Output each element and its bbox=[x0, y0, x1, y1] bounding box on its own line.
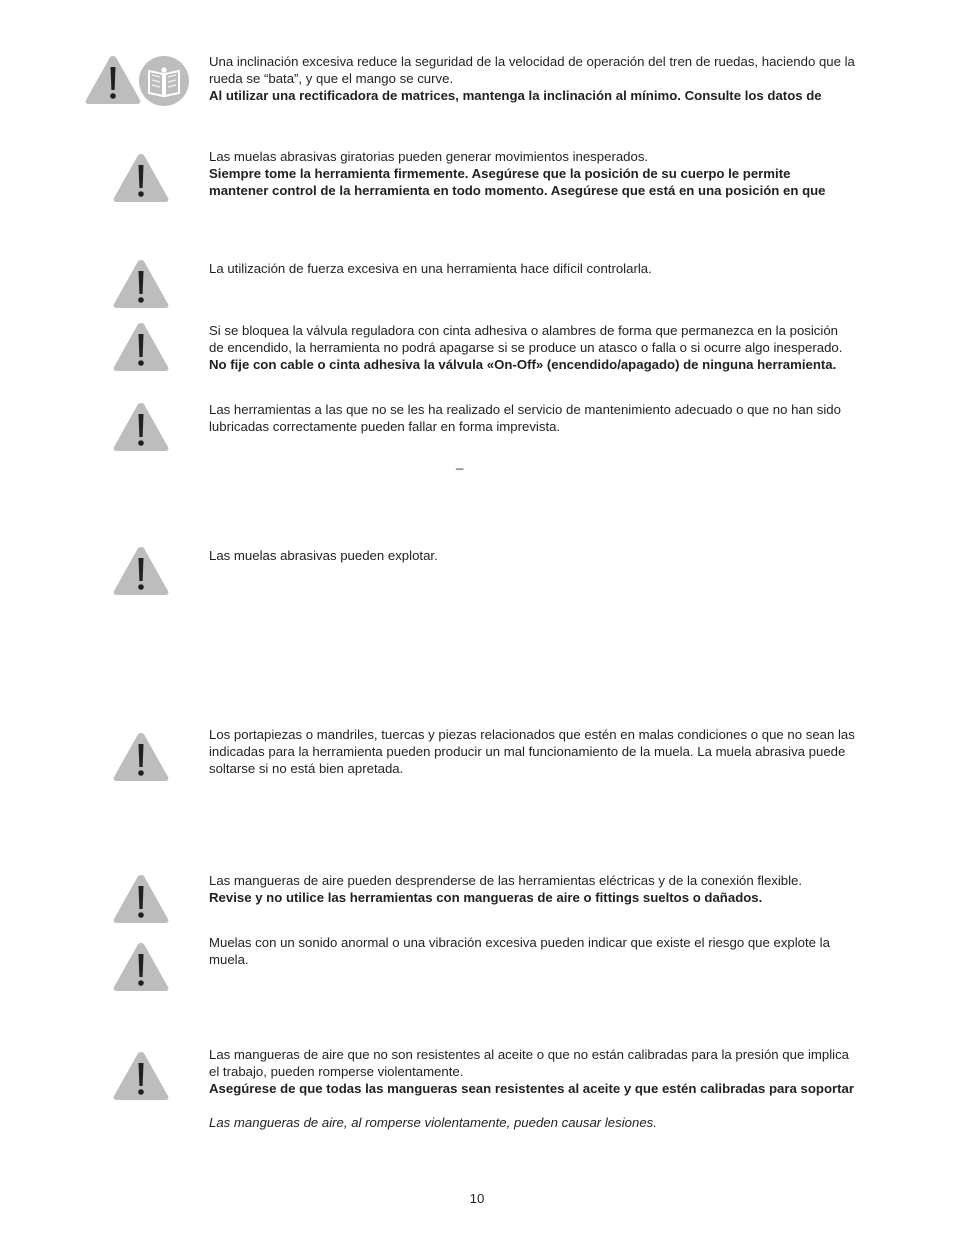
warning-instruction: Siempre tome la herramienta firmemente. Asegúrese que la posición de su cuerpo le permite bbox=[209, 166, 791, 181]
stray-mark: _ bbox=[456, 455, 464, 470]
warning-instruction: Revise y no utilice las herramientas con mangueras de aire o fittings sueltos o dañados. bbox=[209, 890, 763, 905]
warning-line: soltarse si no está bien apretada. bbox=[209, 761, 404, 776]
warning-triangle-icon bbox=[112, 258, 170, 310]
warning-text-6 bbox=[209, 547, 909, 564]
warning-line: Las mangueras de aire que no son resistentes al aceite o que no están calibradas para la presión que implica bbox=[209, 1047, 849, 1062]
warning-triangle-icon bbox=[112, 1050, 170, 1102]
warning-triangle-icon bbox=[112, 321, 170, 373]
warning-triangle-icon bbox=[112, 873, 170, 925]
warning-triangle-icon bbox=[112, 941, 170, 993]
warning-line: La utilización de fuerza excesiva en una herramienta hace difícil controlarla. bbox=[209, 261, 652, 276]
warning-text-7 bbox=[209, 726, 909, 777]
warning-line: Una inclinación excesiva reduce la seguridad de la velocidad de operación del tren de ruedas, haciendo que la bbox=[209, 54, 855, 69]
warning-consequence: Las mangueras de aire, al romperse violentamente, pueden causar lesiones. bbox=[209, 1115, 657, 1130]
warning-text-4 bbox=[209, 322, 909, 373]
warning-line: Las muelas abrasivas giratorias pueden generar movimientos inesperados. bbox=[209, 149, 649, 164]
warning-instruction: mantener control de la herramienta en todo momento. Asegúrese que está en una posición en que bbox=[209, 183, 826, 198]
warning-triangle-icon bbox=[112, 731, 170, 783]
warning-text-1 bbox=[209, 53, 909, 104]
warning-instruction: Asegúrese de que todas las mangueras sean resistentes al aceite y que estén calibradas para soportar bbox=[209, 1081, 855, 1096]
page-number: 10 bbox=[469, 1191, 485, 1206]
warning-text-8 bbox=[209, 872, 909, 906]
warning-line: rueda se “bata”, y que el mango se curve. bbox=[209, 71, 454, 86]
warning-line: Las muelas abrasivas pueden explotar. bbox=[209, 548, 438, 563]
warning-line: Si se bloquea la válvula reguladora con cinta adhesiva o alambres de forma que permanezca en la posición bbox=[209, 323, 838, 338]
warning-line: Los portapiezas o mandriles, tuercas y piezas relacionados que estén en malas condiciones o que no sean las bbox=[209, 727, 855, 742]
warning-text-3 bbox=[209, 260, 909, 277]
warning-text-2 bbox=[209, 148, 909, 199]
warning-line: de encendido, la herramienta no podrá apagarse si se produce un atasco o falla o si ocurre algo inesperado. bbox=[209, 340, 843, 355]
warning-line: Muelas con un sonido anormal o una vibración excesiva pueden indicar que existe el riesgo que explote la bbox=[209, 935, 830, 950]
warning-instruction: No fije con cable o cinta adhesiva la válvula «On-Off» (encendido/apagado) de ninguna herramienta. bbox=[209, 357, 837, 372]
warning-triangle-icon bbox=[112, 152, 170, 204]
warning-line: lubricadas correctamente pueden fallar en forma imprevista. bbox=[209, 419, 561, 434]
warning-line: indicadas para la herramienta pueden producir un mal funcionamiento de la muela. La muela abrasiva puede bbox=[209, 744, 846, 759]
warning-text-9 bbox=[209, 934, 909, 968]
warning-line: Las herramientas a las que no se les ha realizado el servicio de mantenimiento adecuado o que no han sido bbox=[209, 402, 841, 417]
warning-instruction: Al utilizar una rectificadora de matrices, mantenga la inclinación al mínimo. Consulte los datos de bbox=[209, 88, 822, 103]
warning-triangle-icon bbox=[84, 54, 142, 106]
warning-line: Las mangueras de aire pueden desprenderse de las herramientas eléctricas y de la conexión flexible. bbox=[209, 873, 803, 888]
warning-line: muela. bbox=[209, 952, 249, 967]
warning-line: el trabajo, pueden romperse violentamente. bbox=[209, 1064, 464, 1079]
warning-triangle-icon bbox=[112, 401, 170, 453]
warning-triangle-icon bbox=[112, 545, 170, 597]
warning-text-5 bbox=[209, 401, 909, 435]
warning-text-10 bbox=[209, 1046, 909, 1131]
read-manual-icon bbox=[138, 55, 190, 107]
